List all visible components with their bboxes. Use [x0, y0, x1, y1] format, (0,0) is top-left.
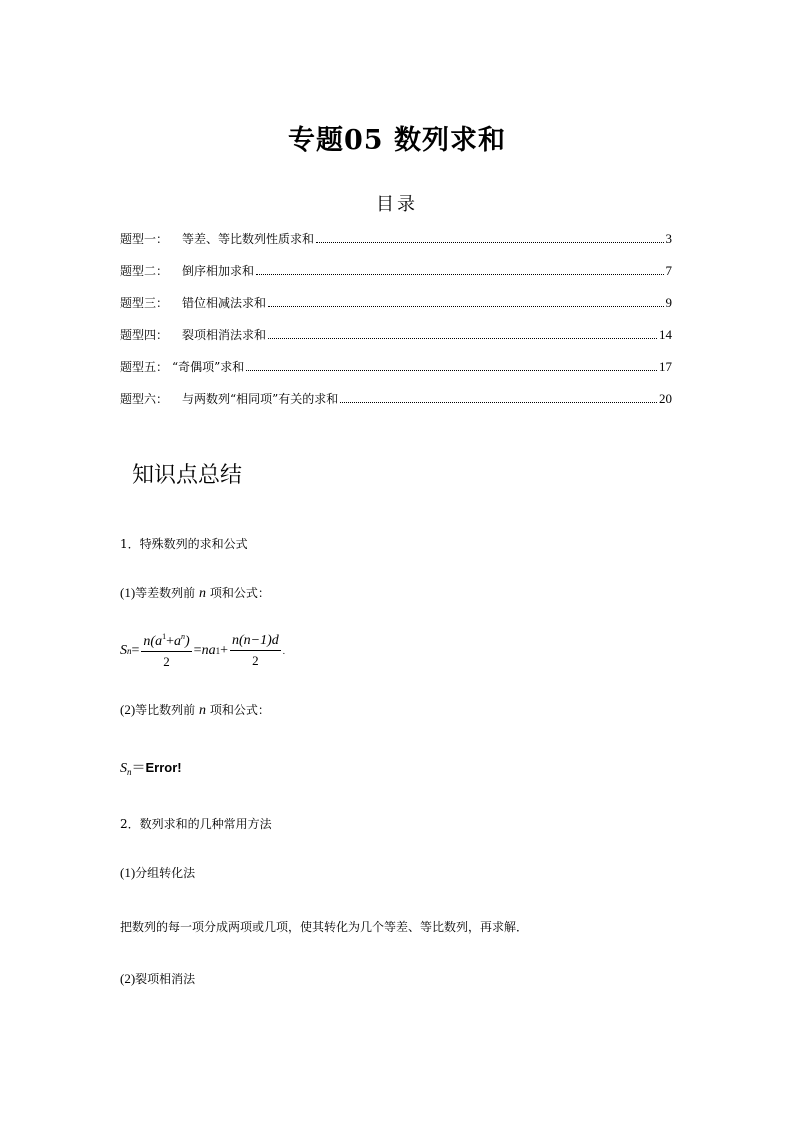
toc-entry[interactable] — [120, 358, 672, 390]
subitem-telescoping-method — [120, 970, 195, 987]
toc-entry-page: 14 — [659, 327, 672, 342]
toc-entry-page: 20 — [659, 391, 672, 406]
page-title: 专题05 数列求和 — [288, 125, 506, 156]
formula-fraction-2 — [230, 633, 281, 669]
subitem-grouping-method — [120, 864, 195, 881]
toc-entry-page: 9 — [665, 295, 672, 310]
toc-entry-label: 题型一： — [120, 232, 169, 246]
toc-entry-label: 题型六： — [120, 392, 169, 406]
formula-lhs-subscript: n — [127, 767, 132, 777]
subitem-geometric-sum — [120, 701, 270, 719]
toc-dot-leader — [256, 274, 663, 275]
subitem-number: (2) — [120, 702, 136, 717]
toc-entry[interactable] — [120, 390, 672, 422]
subitem-number: (1) — [120, 585, 136, 600]
toc-entry-topic: 裂项相消法求和 — [182, 328, 267, 342]
toc-entry-label: 题型三： — [120, 296, 169, 310]
geometric-sum-formula — [120, 757, 182, 777]
subitem-number: (1) — [120, 865, 136, 880]
subitem-text: 项和公式： — [206, 703, 270, 717]
table-of-contents — [120, 230, 672, 422]
toc-entry-topic: 错位相减法求和 — [182, 296, 267, 310]
subitem-text: 裂项相消法 — [135, 972, 196, 986]
formula-lhs: S — [120, 643, 127, 658]
formula-lhs: S — [120, 761, 127, 776]
field-error-text: Error! — [145, 760, 182, 775]
formula-plus: + — [220, 643, 228, 658]
toc-dot-leader — [316, 242, 663, 243]
formula-equals: = — [131, 643, 140, 658]
formula-fraction-1 — [141, 632, 191, 670]
toc-entry-label: 题型四： — [120, 328, 169, 342]
toc-dot-leader — [246, 370, 657, 371]
toc-entry[interactable] — [120, 230, 672, 262]
variable-n: n — [199, 703, 206, 718]
toc-entry[interactable] — [120, 326, 672, 358]
toc-entry-page: 7 — [665, 263, 672, 278]
toc-entry-label: 题型二： — [120, 264, 169, 278]
formula-equals: ＝ — [131, 761, 146, 776]
toc-dot-leader — [340, 402, 657, 403]
toc-heading: 目录 — [376, 194, 418, 215]
subitem-number: (2) — [120, 971, 136, 986]
toc-entry-page: 17 — [659, 359, 672, 374]
fraction-numerator: n(n−1)d — [230, 633, 281, 651]
subitem-arithmetic-sum — [120, 584, 270, 602]
toc-entry-label: 题型五： — [120, 360, 169, 374]
subitem-text: 分组转化法 — [135, 866, 196, 880]
fraction-denominator: 2 — [163, 654, 170, 669]
toc-entry-topic: 等差、等比数列性质求和 — [182, 232, 315, 246]
toc-dot-leader — [268, 338, 657, 339]
toc-entry-topic: “奇偶项”求和 — [172, 360, 245, 374]
item-heading: 1．特殊数列的求和公式 — [120, 537, 248, 551]
toc-entry[interactable] — [120, 294, 672, 326]
formula-lhs-subscript: n — [127, 646, 132, 656]
formula-term-subscript: 1 — [215, 646, 221, 656]
fraction-denominator: 2 — [252, 653, 259, 668]
variable-n: n — [199, 586, 206, 601]
item-heading: 2．数列求和的几种常用方法 — [120, 817, 272, 831]
subitem-text: 等差数列前 — [135, 586, 199, 600]
section-heading: 知识点总结 — [132, 463, 243, 488]
subitem-text: 项和公式： — [206, 586, 270, 600]
formula-term: na — [201, 643, 216, 658]
arithmetic-sum-formula — [120, 632, 285, 670]
toc-dot-leader — [268, 306, 663, 307]
formula-period: . — [282, 646, 285, 656]
toc-entry-topic: 倒序相加求和 — [182, 264, 255, 278]
toc-entry-topic: 与两数列“相同项”有关的求和 — [182, 392, 339, 406]
toc-entry-page: 3 — [665, 231, 672, 246]
method-description: 把数列的每一项分成两项或几项，使其转化为几个等差、等比数列，再求解． — [120, 920, 529, 934]
subitem-text: 等比数列前 — [135, 703, 199, 717]
formula-equals: = — [193, 643, 202, 658]
fraction-numerator: $n(a^1+a^n)$ — [141, 632, 191, 652]
toc-entry[interactable] — [120, 262, 672, 294]
